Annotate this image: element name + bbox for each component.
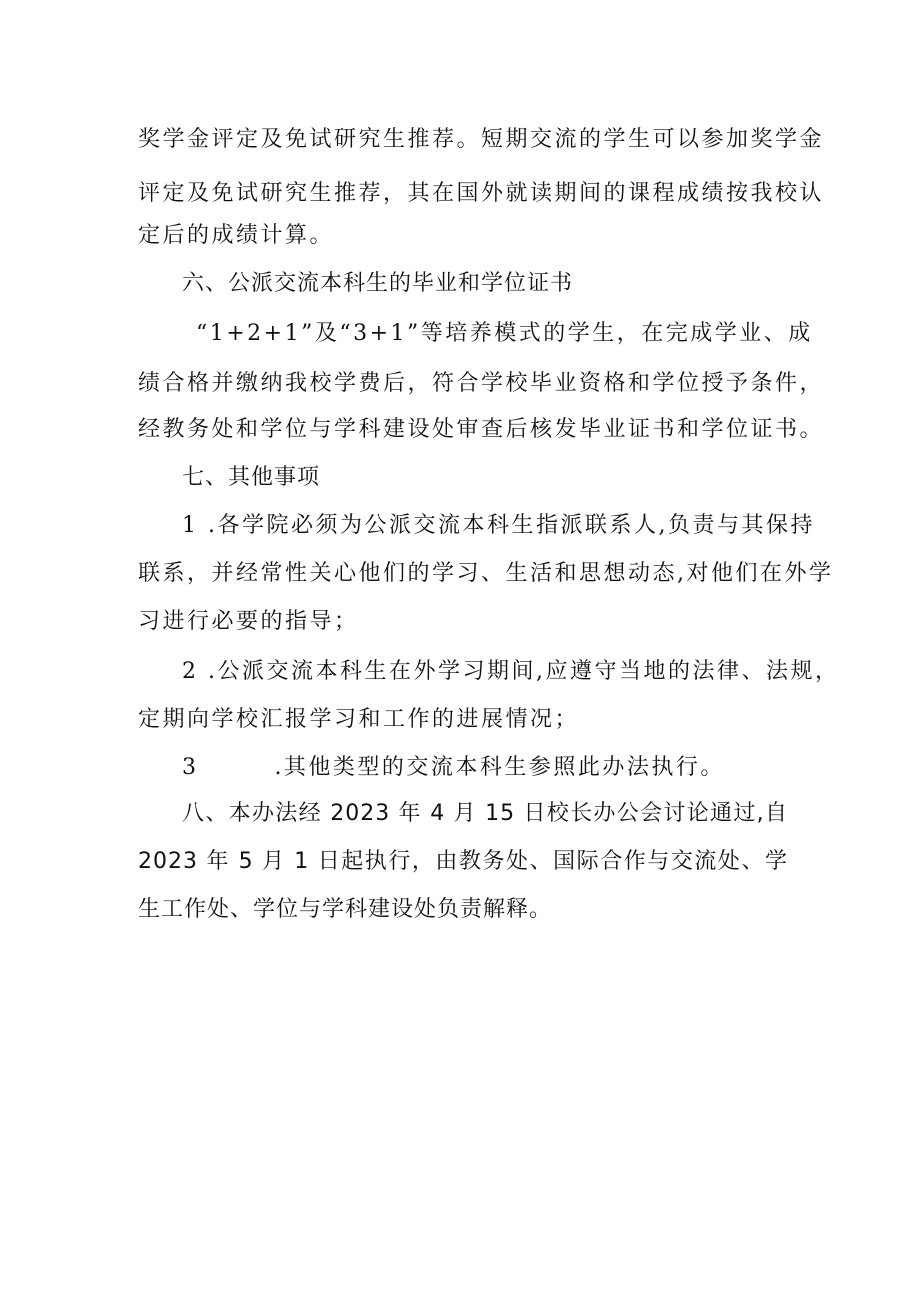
section-heading-8: 八、本办法经 2023 年 4 月 15 日校长办公会讨论通过,自	[182, 801, 788, 826]
paragraph-line: 绩合格并缴纳我校学费后，符合学校毕业资格和学位授予条件，	[138, 371, 825, 396]
paragraph-line: 评定及免试研究生推荐，其在国外就读期间的课程成绩按我校认	[138, 181, 825, 206]
section-heading-7: 七、其他事项	[182, 465, 321, 490]
paragraph-line: 经教务处和学位与学科建设处审查后核发毕业证书和学位证书。	[138, 417, 825, 442]
list-item-1: 1 .各学院必须为公派交流本科生指派联系人,负责与其保持	[182, 513, 815, 538]
paragraph-line: 定后的成绩计算。	[138, 223, 335, 248]
paragraph-line: 奖学金评定及免试研究生推荐。短期交流的学生可以参加奖学金	[138, 127, 825, 152]
paragraph-line: 联系，并经常性关心他们的学习、生活和思想动态,对他们在外学	[138, 561, 834, 586]
list-item-2: 2 .公派交流本科生在外学习期间,应遵守当地的法律、法规，	[182, 659, 840, 684]
section-heading-6: 六、公派交流本科生的毕业和学位证书	[182, 271, 574, 296]
paragraph-line: 定期向学校汇报学习和工作的进展情况；	[138, 707, 580, 732]
paragraph-line: 习进行必要的指导；	[138, 609, 359, 634]
paragraph-line: 生工作处、学位与学科建设处负责解释。	[138, 897, 553, 922]
list-item-3: 3 .其他类型的交流本科生参照此办法执行。	[182, 755, 725, 780]
paragraph-line: 2023 年 5 月 1 日起执行，由教务处、国际合作与交流处、学	[138, 849, 788, 874]
paragraph-line: “1+2+1”及“3+1”等培养模式的学生，在完成学业、成	[196, 321, 813, 346]
